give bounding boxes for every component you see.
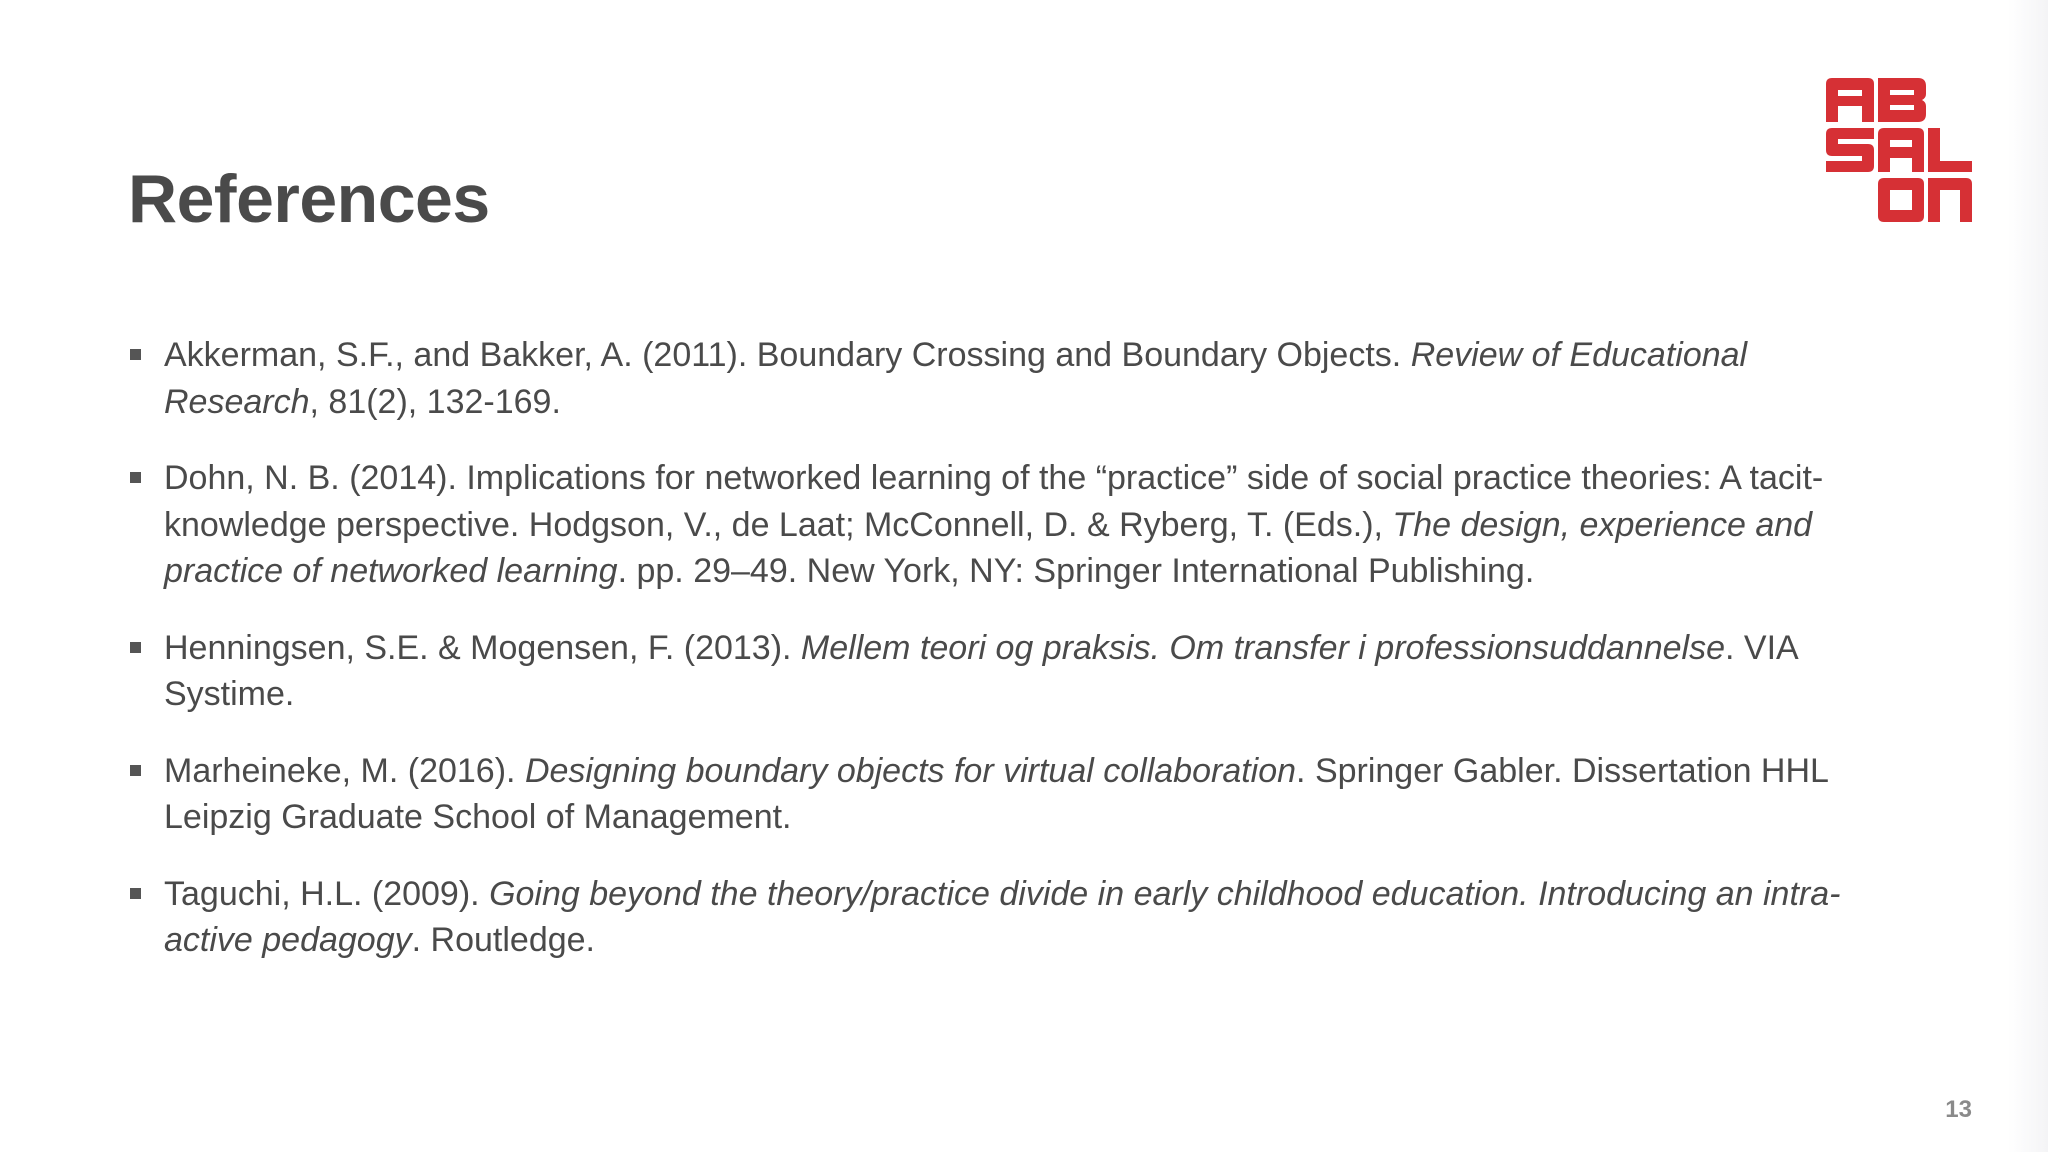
page-title: References xyxy=(128,161,490,237)
square-bullet-icon xyxy=(130,765,141,776)
logo-letter-a1 xyxy=(1826,78,1874,122)
reference-text: Akkerman, S.F., and Bakker, A. (2011). Boundary Crossing and Boundary Objects. xyxy=(164,336,1411,374)
reference-item xyxy=(128,455,1848,595)
reference-text: . pp. 29–49. New York, NY: Springer International Publishing. xyxy=(617,552,1535,590)
reference-text: Marheineke, M. (2016). xyxy=(164,751,525,790)
reference-text: , 81(2), 132-169. xyxy=(309,382,561,421)
reference-title: Designing boundary objects for virtual collaboration xyxy=(524,751,1297,790)
logo-letter-o xyxy=(1878,178,1924,222)
reference-title: Mellem teori og praksis. Om transfer i professionsuddannelse xyxy=(800,628,1725,667)
reference-title: Going beyond the theory/practice divide in early childhood education. Introducing an intra-active pedagogy xyxy=(164,874,1841,959)
reference-title: The design, experience and practice of networked learning xyxy=(164,505,1813,590)
square-bullet-icon xyxy=(130,642,141,653)
reference-text: . Springer Gabler. Dissertation HHL Leipzig Graduate School of Management. xyxy=(164,751,1828,836)
reference-text: . Routledge. xyxy=(411,921,595,959)
reference-text: Henningsen, S.E. & Mogensen, F. (2013). xyxy=(164,628,801,667)
reference-list xyxy=(128,332,1848,994)
reference-title: Review of Educational Research xyxy=(164,336,1748,421)
logo-letter-s xyxy=(1826,128,1874,172)
logo-letter-b xyxy=(1878,78,1926,122)
reference-item xyxy=(128,871,1848,964)
reference-text: Taguchi, H.L. (2009). xyxy=(164,874,490,913)
square-bullet-icon xyxy=(130,349,141,360)
reference-item xyxy=(128,748,1848,841)
reference-item xyxy=(128,332,1848,425)
page-number: 13 xyxy=(1945,1096,1972,1123)
reference-item xyxy=(128,625,1848,718)
reference-text: Dohn, N. B. (2014). Implications for networked learning of the “practice” side of social practice theories: A tacit-knowledge perspective. Hodgson, V., de Laat; McConnell, D. & Ryberg, T. (Eds.), xyxy=(164,459,1824,544)
absalon-logo xyxy=(1824,76,1974,224)
logo-letter-a2 xyxy=(1878,128,1924,172)
square-bullet-icon xyxy=(130,888,141,899)
right-edge-shade xyxy=(2008,0,2048,1152)
logo-letter-n xyxy=(1928,178,1972,222)
square-bullet-icon xyxy=(130,472,141,483)
reference-text: . VIA Systime. xyxy=(164,628,1797,713)
logo-letter-l xyxy=(1928,128,1972,172)
